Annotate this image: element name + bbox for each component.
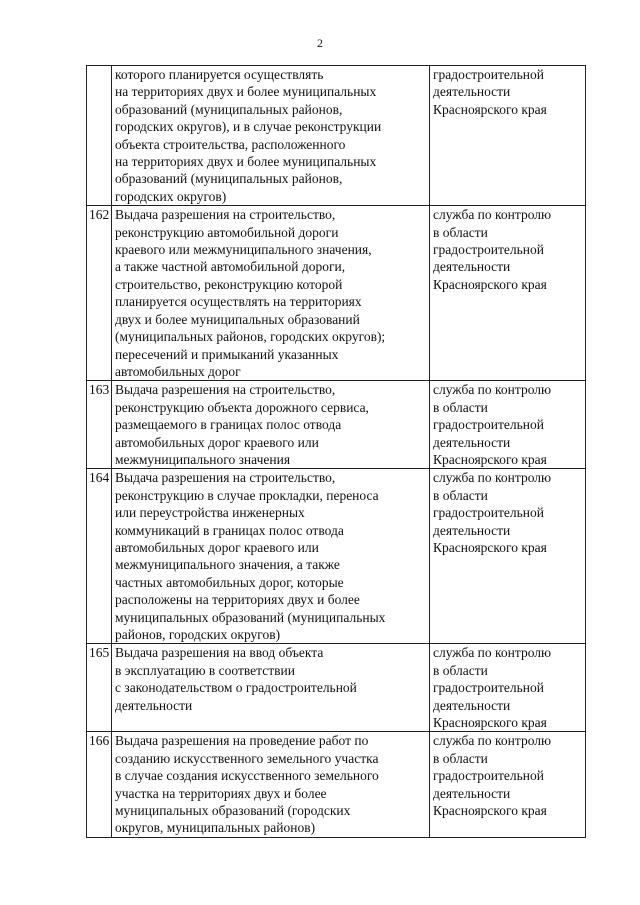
responsible-body-line: градостроительной [433, 768, 544, 784]
responsible-body-line: градостроительной [433, 67, 544, 82]
service-description-line: автомобильных дорог краевого или [115, 434, 319, 450]
service-description-line: в случае создания искусственного земельного [115, 768, 379, 784]
page-number: 2 [317, 36, 323, 50]
responsible-body-line: градостроительной [433, 242, 544, 258]
row-number: 164 [89, 470, 110, 486]
responsible-body-line: служба по контролю [433, 207, 552, 223]
responsible-body-cell [430, 644, 586, 732]
responsible-body-cell [430, 206, 586, 381]
responsible-body-cell [430, 66, 586, 206]
service-description-line: Выдача разрешения на строительство, [115, 207, 336, 223]
service-description-line: планируется осуществлять на территориях [115, 294, 362, 310]
service-description-line: которого планируется осуществлять [115, 67, 324, 82]
service-description-line: образований (муниципальных районов, [115, 101, 343, 117]
service-description-line: Выдача разрешения на проведение работ по [115, 733, 369, 749]
service-description-line: городских округов) [115, 188, 227, 204]
service-description-line: созданию искусственного земельного участка [115, 750, 379, 766]
service-description-line: межмуниципального значения [115, 451, 291, 467]
service-description-line: размещаемого в границах полос отвода [115, 417, 342, 433]
table-row [87, 66, 586, 206]
service-description-line: муниципальных образований (городских [115, 803, 351, 819]
service-description-line: коммуникаций в границах полос отвода [115, 522, 344, 538]
service-description-line: образований (муниципальных районов, [115, 171, 343, 187]
service-description-line: объекта строительства, расположенного [115, 136, 346, 152]
responsible-body-line: деятельности [433, 785, 511, 801]
table-row [87, 381, 586, 469]
service-description-cell [112, 732, 430, 837]
service-description-line: реконструкцию автомобильной дороги [115, 224, 339, 240]
responsible-body-line: в области [433, 662, 488, 678]
service-description-line: Выдача разрешения на строительство, [115, 382, 336, 398]
responsible-body-line: служба по контролю [433, 645, 552, 661]
service-description-line: участка на территориях двух и более [115, 785, 327, 801]
row-number: 166 [89, 733, 110, 749]
responsible-body-line: в области [433, 224, 488, 240]
responsible-body-line: деятельности [433, 84, 511, 100]
service-description-line: межмуниципального значения, а также [115, 557, 340, 573]
service-description-line: на территориях двух и более муниципальных [115, 84, 377, 100]
service-description-line: строительство, реконструкцию которой [115, 276, 343, 292]
row-number-cell [87, 732, 112, 837]
service-description-line: автомобильных дорог [115, 363, 241, 379]
table-row [87, 644, 586, 732]
service-description-cell [112, 206, 430, 381]
responsible-body-line: деятельности [433, 697, 511, 713]
service-description-line: деятельности [115, 697, 193, 713]
responsible-body-line: Красноярского края [433, 803, 547, 819]
responsible-body-cell [430, 732, 586, 837]
service-description-cell [112, 644, 430, 732]
service-description-line: краевого или межмуниципального значения, [115, 242, 372, 258]
responsible-body-line: деятельности [433, 259, 511, 275]
responsible-body-line: Красноярского края [433, 101, 547, 117]
responsible-body-line: деятельности [433, 522, 511, 538]
responsible-body-line: служба по контролю [433, 382, 552, 398]
responsible-body-line: Красноярского края [433, 539, 547, 555]
service-description-cell [112, 66, 430, 206]
service-description-line: городских округов), и в случае реконструкции [115, 119, 382, 135]
service-description-cell [112, 469, 430, 644]
services-table [86, 65, 586, 838]
responsible-body-line: градостроительной [433, 505, 544, 521]
responsible-body-line: в области [433, 487, 488, 503]
responsible-body-line: служба по контролю [433, 733, 552, 749]
service-description-cell [112, 381, 430, 469]
table-row [87, 469, 586, 644]
service-description-line: с законодательством о градостроительной [115, 680, 357, 696]
service-description-line: (муниципальных районов, городских округов); [115, 329, 386, 345]
row-number: 163 [89, 382, 110, 398]
service-description-line: а также частной автомобильной дороги, [115, 259, 346, 275]
service-description-line: в эксплуатацию в соответствии [115, 662, 295, 678]
responsible-body-line: служба по контролю [433, 470, 552, 486]
service-description-line: расположены на территориях двух и более [115, 592, 360, 608]
responsible-body-line: деятельности [433, 434, 511, 450]
service-description-line: реконструкцию в случае прокладки, переноса [115, 487, 379, 503]
row-number-cell [87, 381, 112, 469]
table-row [87, 206, 586, 381]
responsible-body-cell [430, 381, 586, 469]
service-description-line: Выдача разрешения на ввод объекта [115, 645, 324, 661]
responsible-body-line: градостроительной [433, 417, 544, 433]
table-row [87, 732, 586, 837]
service-description-line: пересечений и примыканий указанных [115, 346, 339, 362]
responsible-body-line: в области [433, 750, 488, 766]
service-description-line: районов, городских округов) [115, 627, 281, 642]
row-number-cell [87, 644, 112, 732]
table-body [87, 66, 586, 838]
service-description-line: Выдача разрешения на строительство, [115, 470, 336, 486]
responsible-body-line: градостроительной [433, 680, 544, 696]
row-number: 162 [89, 207, 110, 223]
row-number: 165 [89, 645, 110, 661]
service-description-line: округов, муниципальных районов) [115, 820, 316, 836]
responsible-body-line: в области [433, 399, 488, 415]
responsible-body-line: Красноярского края [433, 276, 547, 292]
service-description-line: или переустройства инженерных [115, 505, 305, 521]
row-number-cell [87, 469, 112, 644]
row-number-cell [87, 66, 112, 206]
responsible-body-line: Красноярского края [433, 451, 547, 467]
service-description-line: частных автомобильных дорог, которые [115, 574, 344, 590]
service-description-line: реконструкцию объекта дорожного сервиса, [115, 399, 369, 415]
service-description-line: муниципальных образований (муниципальных [115, 609, 386, 625]
service-description-line: на территориях двух и более муниципальных [115, 154, 377, 170]
responsible-body-line: Красноярского края [433, 715, 547, 731]
service-description-line: автомобильных дорог краевого или [115, 539, 319, 555]
service-description-line: двух и более муниципальных образований [115, 311, 360, 327]
responsible-body-cell [430, 469, 586, 644]
row-number-cell [87, 206, 112, 381]
